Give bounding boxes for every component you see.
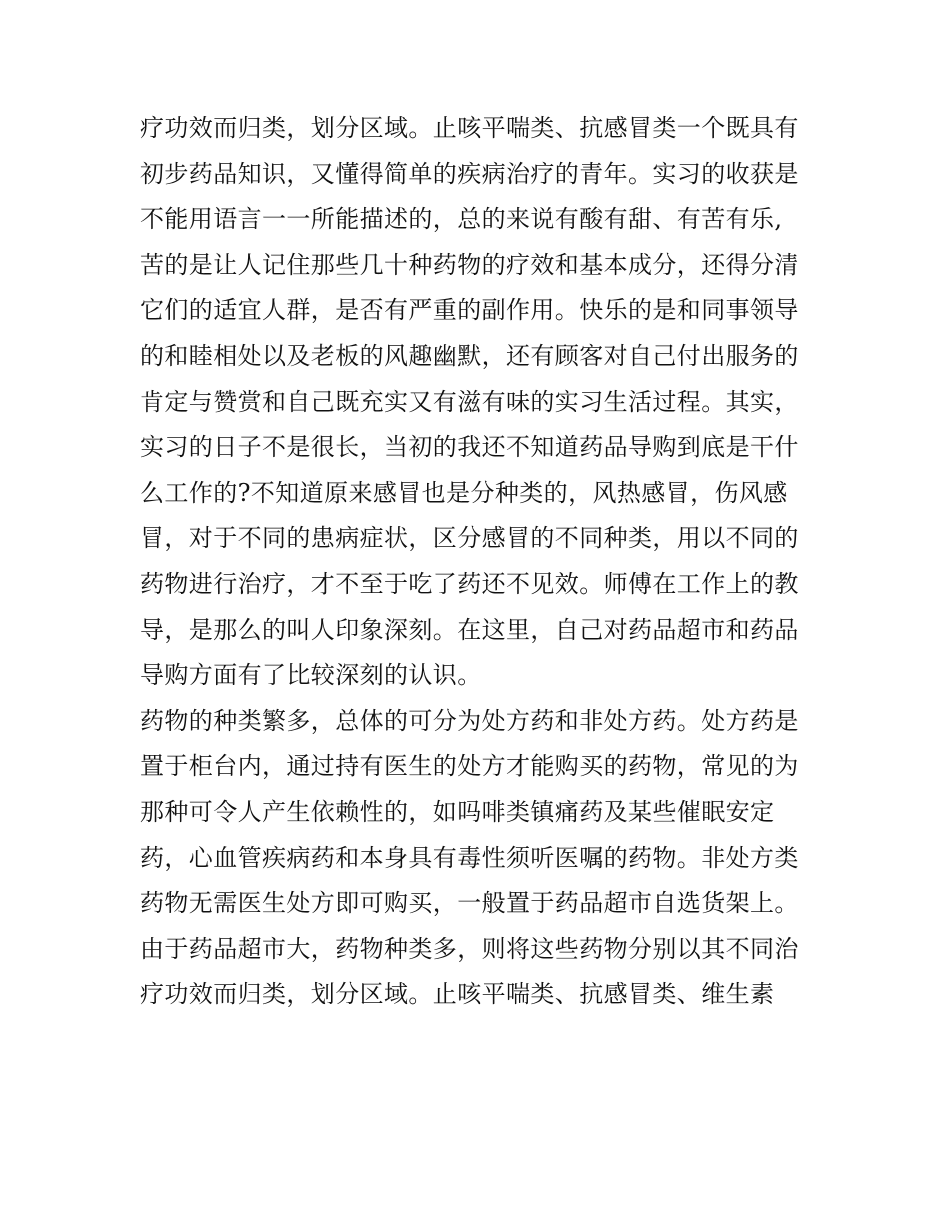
text-line: 那种可令人产生依赖性的，如吗啡类镇痛药及某些催眠安定 — [140, 797, 775, 826]
text-line: 疗功效而归类，划分区域。止咳平喘类、抗感冒类一个既具有 — [140, 114, 799, 142]
body-text — [140, 106, 830, 1018]
text-line: 药物进行治疗，才不至于吃了药还不见效。师傅在工作上的教 — [140, 569, 799, 598]
text-line: 药，心血管疾病药和本身具有毒性须听医嘱的药物。非处方类 — [140, 843, 799, 872]
text-line: 由于药品超市大，药物种类多，则将这些药物分别以其不同治 — [140, 934, 799, 963]
text-line: 么工作的?不知道原来感冒也是分种类的，风热感冒，伤风感 — [140, 478, 788, 507]
text-line: 它们的适宜人群，是否有严重的副作用。快乐的是和同事领导 — [140, 296, 799, 325]
text-line: 疗功效而归类，划分区域。止咳平喘类、抗感冒类、维生素 — [140, 980, 775, 1009]
text-line: 的和睦相处以及老板的风趣幽默，还有顾客对自己付出服务的 — [140, 341, 799, 370]
text-line: 导购方面有了比较深刻的认识。 — [140, 661, 482, 690]
text-line: 置于柜台内，通过持有医生的处方才能购买的药物，常见的为 — [140, 752, 799, 781]
text-line: 初步药品知识，又懂得简单的疾病治疗的青年。实习的收获是 — [140, 159, 799, 188]
text-line: 药物的种类繁多，总体的可分为处方药和非处方药。处方药是 — [140, 706, 799, 735]
text-line: 冒，对于不同的患病症状，区分感冒的不同种类，用以不同的 — [140, 524, 799, 553]
text-line: 导，是那么的叫人印象深刻。在这里，自己对药品超市和药品 — [140, 615, 799, 644]
text-line: 药物无需医生处方即可购买，一般置于药品超市自选货架上。 — [140, 889, 799, 918]
text-line: 肯定与赞赏和自己既充实又有滋有味的实习生活过程。其实， — [140, 387, 799, 416]
text-line: 实习的日子不是很长，当初的我还不知道药品导购到底是干什 — [140, 433, 799, 462]
text-line: 不能用语言一一所能描述的，总的来说有酸有甜、有苦有乐, — [140, 205, 783, 234]
text-line: 苦的是让人记住那些几十种药物的疗效和基本成分，还得分清 — [140, 250, 799, 279]
